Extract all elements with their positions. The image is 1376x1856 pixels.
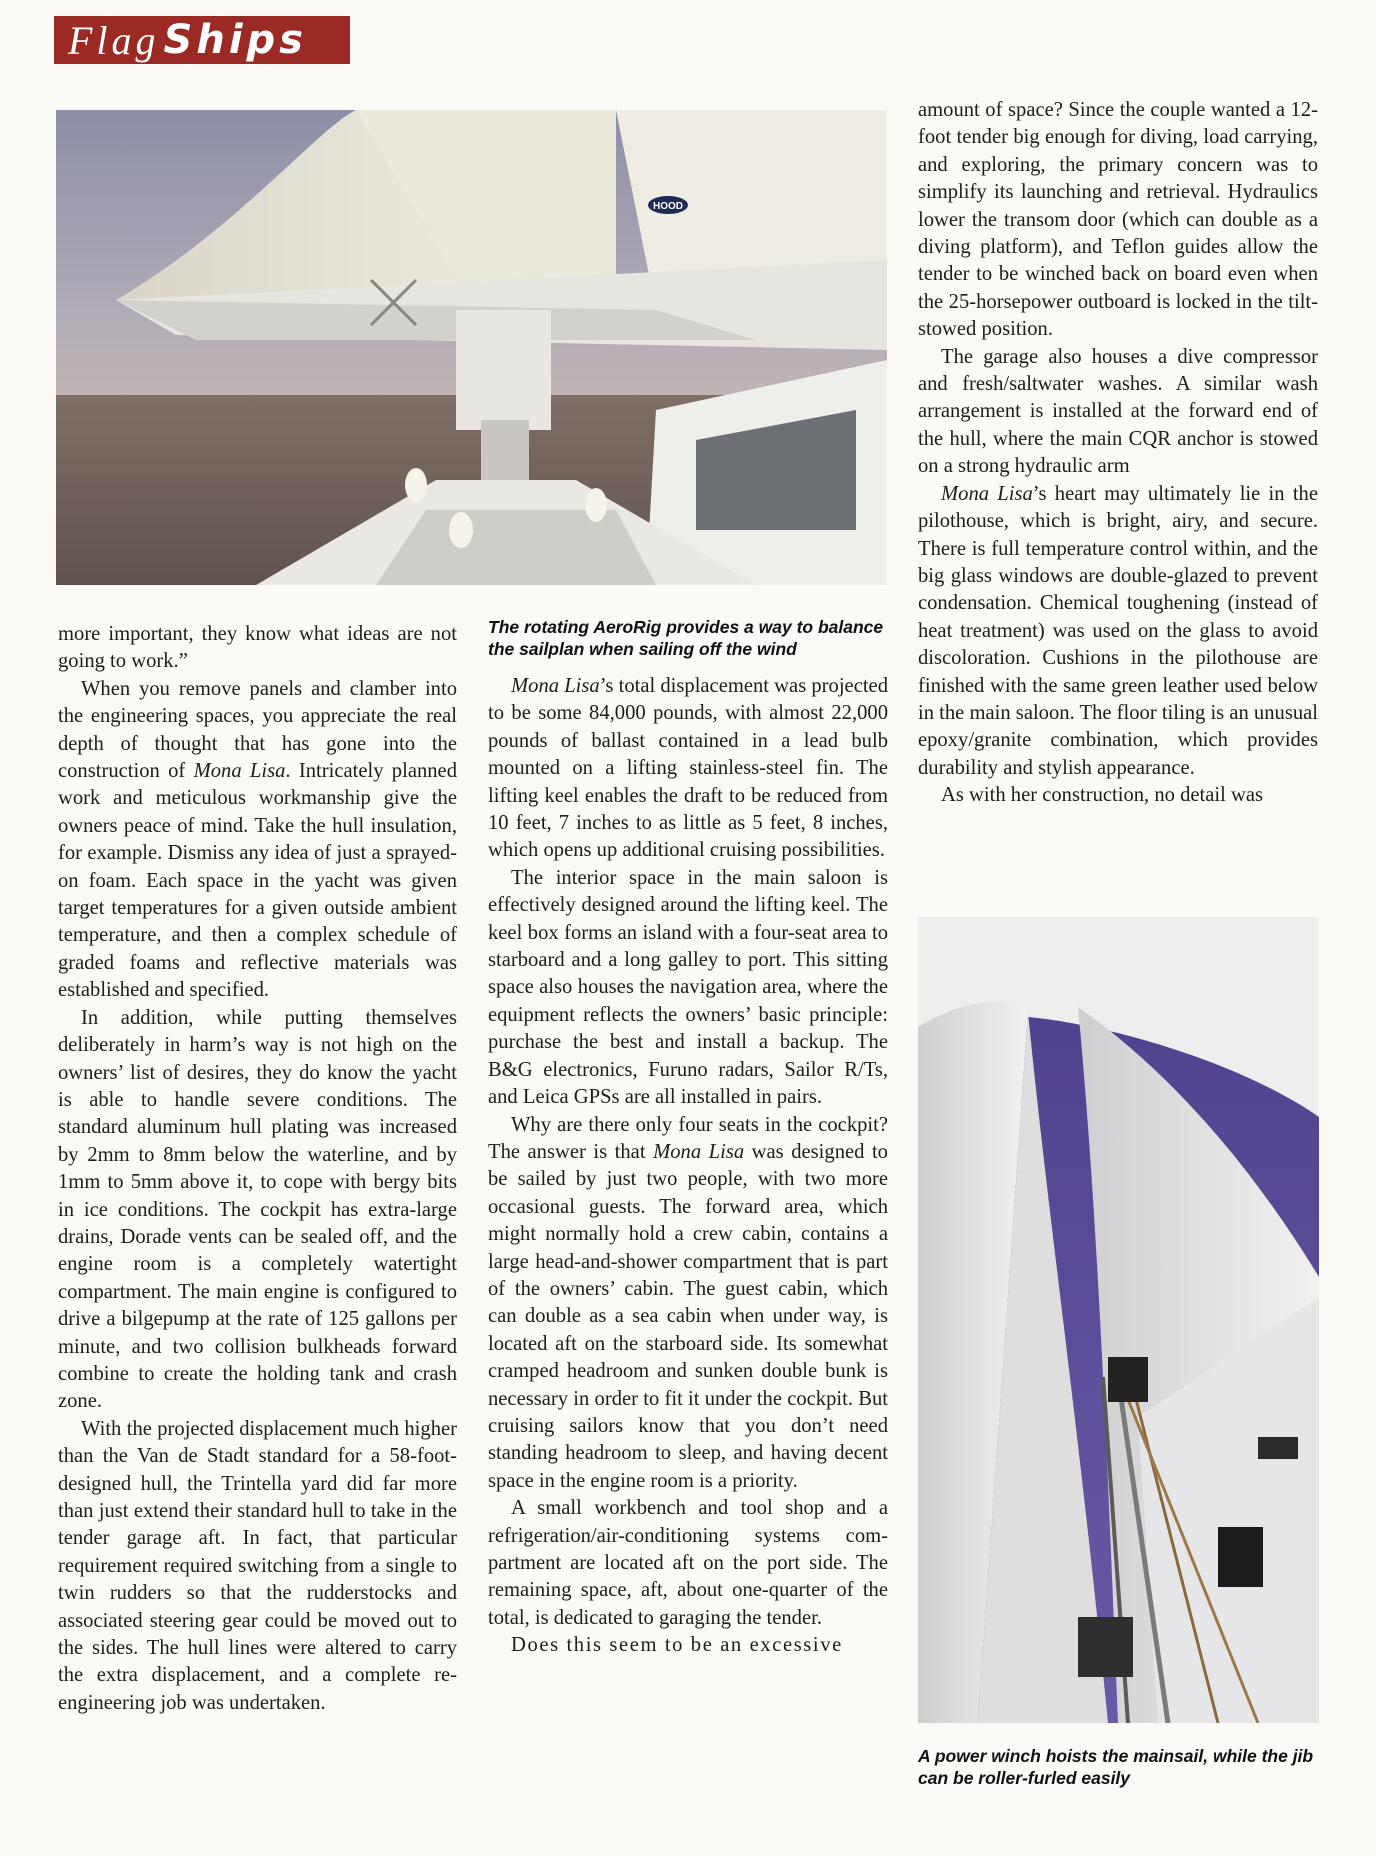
paragraph: amount of space? Since the couple wanted a 12-foot tender big enough for diving, load carrying, and exploring, the primary concern was to simplify its launching and retrieval. Hydraulics lower the transom door (which can double as a diving platform), and Teflon guides allow the tender to be winched back on board even when the 25-horsepower outboard is locked in the tilt-stowed position. xyxy=(918,99,1318,341)
aerorig-photo xyxy=(56,110,887,585)
paragraph: When you remove panels and clamber into the engineering spaces, you appreciate the real depth of thought that has gone into the construction of Mona Lisa. Intricately planned work and meticulous workmanship give the owners peace of mind. Take the hull insulation, for example. Dismiss any idea of just a sprayed-on foam. Each space in the yacht was given target temperatures for a given outside ambient temperature, and then a complex schedule of graded foams and reflective materials was established and specified. xyxy=(58,677,457,1002)
section-header-badge xyxy=(54,16,350,64)
paragraph: Why are there only four seats in the cockpit? The answer is that Mona Lisa was designed to be sailed by just two people, with two more occasional guests. The forward area, which might normally hold a crew cabin, contains a large head-and-shower compartment that is part of the owners’ cabin. The guest cabin, which can double as a sea cabin when under way, is located aft on the starboard side. Its somewhat cramped headroom and sunken double bunk is necessary in order to fit it under the cockpit. But cruising sailors know that you don’t need standing headroom to sleep, and having decent space in the engine room is a priority. xyxy=(488,1113,888,1492)
paragraph: Mona Lisa’s total displacement was projected to be some 84,000 pounds, with almost 22,000 pounds of ballast contained in a lead bulb mounted on a lifting stainless-steel fin. The lifting keel enables the draft to be reduced from 10 feet, 7 inches to as little as 5 feet, 8 inches, which opens up additional cruising possibilities. xyxy=(488,675,888,862)
text-column-1 xyxy=(58,621,457,1717)
caption-aerorig: The rotating AeroRig provides a way to balance the sailplan when sailing off the wind xyxy=(488,617,884,659)
text-column-2 xyxy=(488,673,888,1660)
paragraph: more important, they know what ideas are not going to work.” xyxy=(58,623,457,673)
paragraph: With the projected displacement much higher than the Van de Stadt standard for a 58-foot-designed hull, the Trintella yard did far more than just extend their standard hull to take in the tender garage aft. In fact, that particular requirement required switching from a single to twin rudders so that the rudderstocks and associated steering gear could be moved out to the sides. The hull lines were altered to carry the extra displacement, and a complete re-engineering job was undertaken. xyxy=(58,1417,457,1714)
section-header-flag: Flag xyxy=(68,17,160,63)
paragraph: In addition, while putting themselves deliberately in harm’s way is not high on the owners’ list of desires, they do know the yacht is able to handle severe conditions. The standard aluminum hull plating was increased by 2mm to 8mm below the waterline, and by 1mm to 5mm above it, to cope with bergy bits in ice conditions. The cockpit has extra-large drains, Dorade vents can be sealed off, and the engine room is a completely watertight compartment. The main engine is configured to drive a bilgepump at the rate of 125 gallons per minute, and two collision bulkheads forward combine to create the holding tank and crash zone. xyxy=(58,1006,457,1413)
power-winch-photo xyxy=(918,917,1319,1723)
paragraph: A small workbench and tool shop and a refrigeration/air-conditioning systems compartment are located aft on the port side. The remaining space, aft, about one-quarter of the total, is dedicated to garaging the tender. xyxy=(488,1497,888,1629)
section-header-ships: Ships xyxy=(163,17,307,63)
paragraph: The garage also houses a dive compressor and fresh/saltwater washes. A similar wash arrangement is installed at the forward end of the hull, where the main CQR anchor is stowed on a strong hydraulic arm xyxy=(918,345,1318,478)
paragraph: As with her construction, no detail was xyxy=(941,784,1263,807)
paragraph: The interior space in the main saloon is effectively designed around the lifting keel. The keel box forms an island with a four-seat area to starboard and a long galley to port. This sitting space also houses the navigation area, where the equipment reflects the owners’ basic principle: purchase the best and install a backup. The B&G electronics, Furuno radars, Sailor R/Ts, and Leica GPSs are all installed in pairs. xyxy=(488,866,888,1109)
sail-logo-text: HOOD xyxy=(653,201,683,212)
text-column-3 xyxy=(918,97,1318,810)
paragraph: Mona Lisa’s heart may ultimately lie in the pilothouse, which is bright, airy, and secure. There is full temperature control within, and the big glass windows are double-glazed to prevent condensation. Chemical toughening (instead of heat treatment) was used on the glass to avoid discoloration. Cushions in the pilothouse are finished with the same green leather used below in the main saloon. The floor tiling is an unusual epoxy/granite combination, which provides durability and stylish appearance. xyxy=(918,482,1318,779)
caption-power-winch: A power winch hoists the mainsail, while the jib can be roller-furled easily xyxy=(918,1746,1314,1788)
paragraph: Does this seem to be an excessive xyxy=(511,1634,843,1657)
